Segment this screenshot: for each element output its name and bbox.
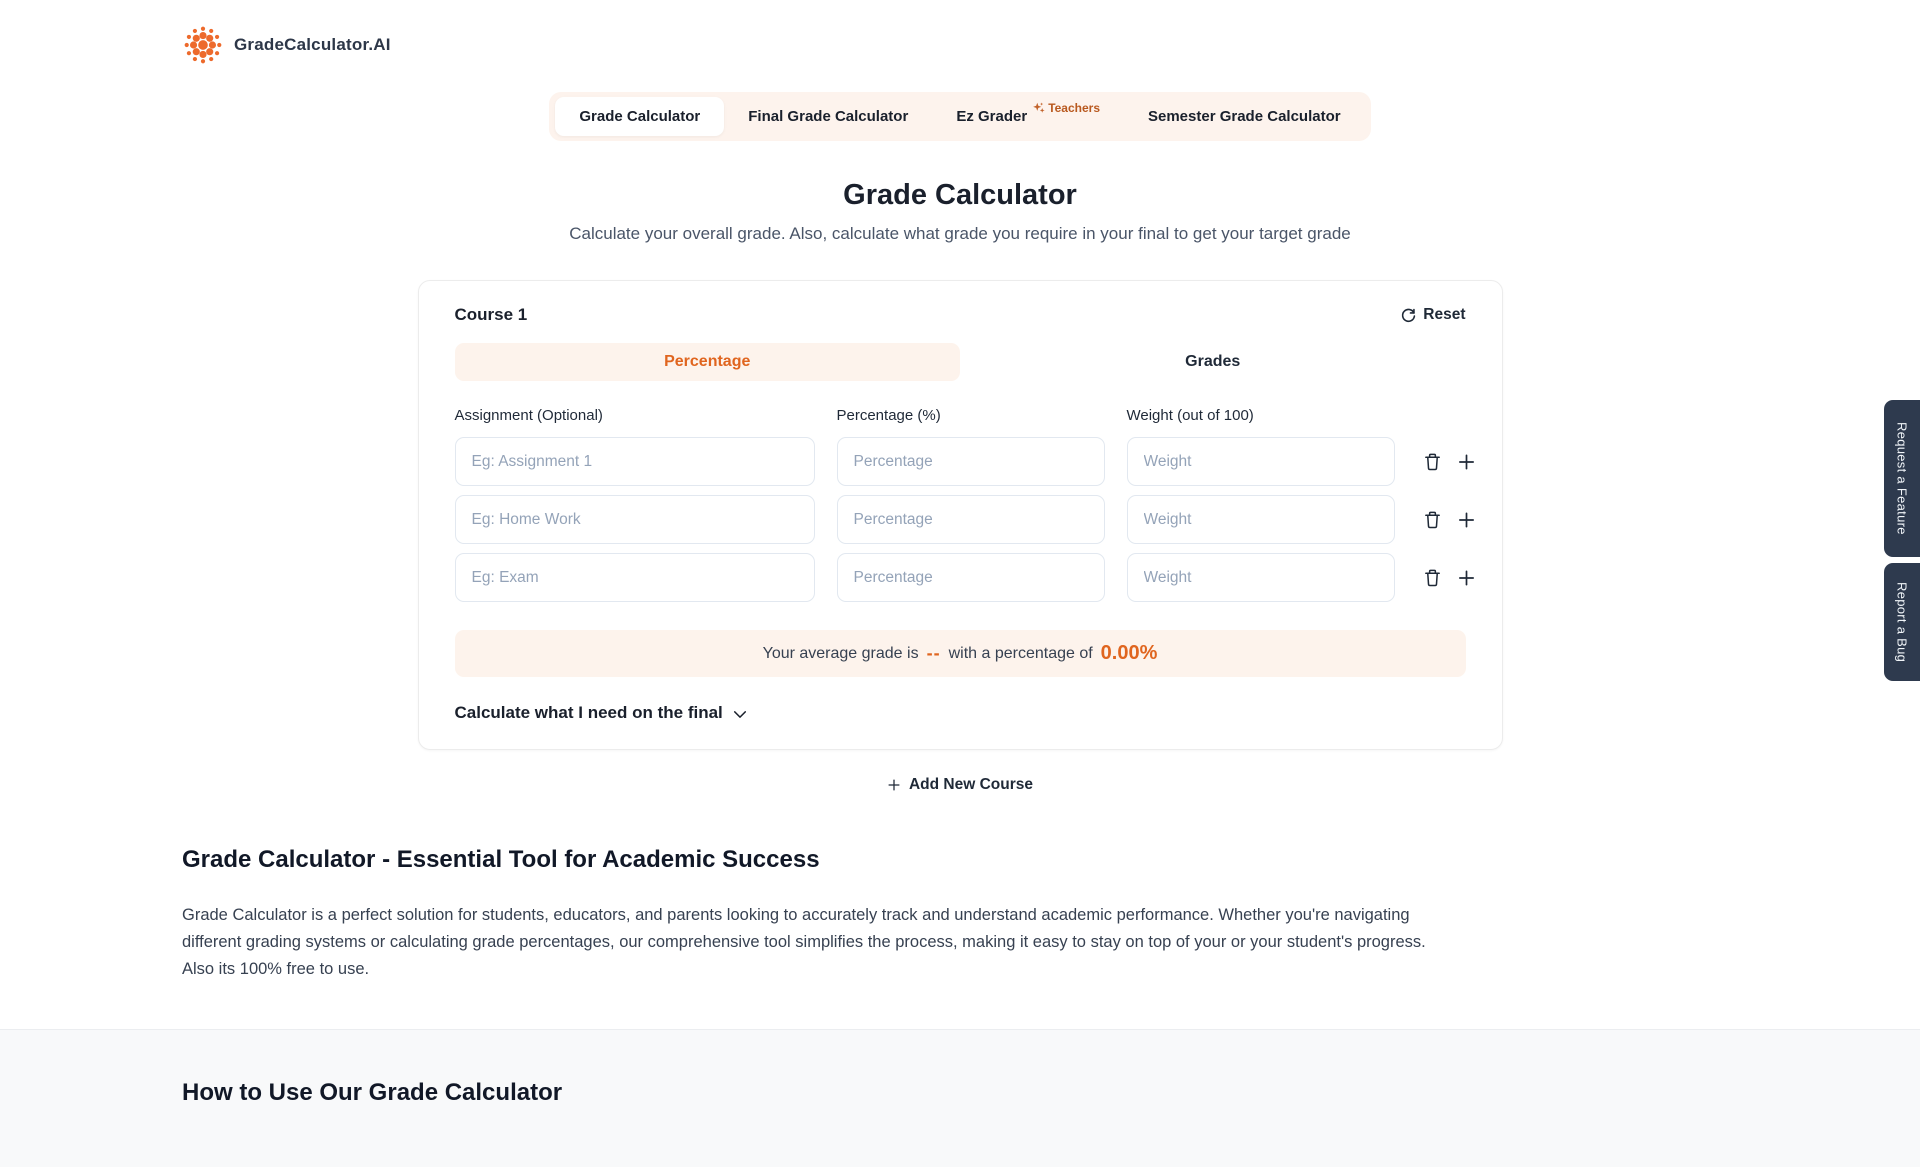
final-grade-expander[interactable] <box>455 703 747 723</box>
howto-heading: How to Use Our Grade Calculator <box>182 1079 563 1106</box>
reset-button[interactable] <box>1401 306 1465 324</box>
column-label-weight: Weight (out of 100) <box>1126 407 1254 424</box>
assignment-weight-input[interactable] <box>1127 553 1395 602</box>
seo-heading: Grade Calculator - Essential Tool for Academic Success <box>182 846 820 873</box>
plus-icon <box>1457 568 1476 588</box>
tab-semester-grade-calculator[interactable] <box>1124 97 1365 136</box>
assignment-percentage-input[interactable] <box>837 437 1105 486</box>
page-title: Grade Calculator <box>843 179 1077 211</box>
logo-icon[interactable] <box>182 24 224 66</box>
assignment-name-input[interactable] <box>455 437 815 486</box>
mode-tab-grades[interactable] <box>960 343 1466 381</box>
add-row-button[interactable] <box>1457 568 1476 588</box>
average-grade-result <box>455 630 1466 677</box>
tab-final-grade-calculator[interactable] <box>724 97 932 136</box>
result-percentage-value: 0.00% <box>1100 642 1158 664</box>
tab-grade-calculator[interactable] <box>555 97 724 136</box>
result-middle-text: with a percentage of <box>948 644 1093 662</box>
howto-section <box>0 1029 1920 1167</box>
mode-tab-label: Percentage <box>664 353 751 370</box>
assignment-row <box>455 437 1466 486</box>
report-bug-button[interactable] <box>1884 563 1920 681</box>
assignment-name-input[interactable] <box>455 495 815 544</box>
add-row-button[interactable] <box>1457 510 1476 530</box>
course-card <box>418 280 1503 750</box>
tab-ez-grader[interactable] <box>932 97 1124 136</box>
chevron-down-icon <box>733 710 747 719</box>
mode-tab-percentage[interactable] <box>455 343 961 381</box>
assignment-weight-input[interactable] <box>1127 495 1395 544</box>
brand-name[interactable]: GradeCalculator.AI <box>234 35 391 54</box>
column-label-percentage: Percentage (%) <box>836 407 941 424</box>
request-feature-button[interactable] <box>1884 400 1920 557</box>
trash-icon <box>1423 568 1442 588</box>
trash-icon <box>1423 510 1442 530</box>
column-label-assignment: Assignment (Optional) <box>454 407 603 424</box>
sparkles-icon <box>1032 101 1046 115</box>
plus-icon <box>887 778 901 792</box>
request-feature-label: Request a Feature <box>1894 422 1910 535</box>
assignment-weight-input[interactable] <box>1127 437 1395 486</box>
plus-icon <box>1457 510 1476 530</box>
assignment-percentage-input[interactable] <box>837 553 1105 602</box>
plus-icon <box>1457 452 1476 472</box>
site-header <box>0 0 1920 66</box>
main-nav <box>549 92 1370 141</box>
refresh-icon <box>1401 308 1416 323</box>
teachers-badge <box>1032 101 1100 115</box>
delete-row-button[interactable] <box>1423 568 1442 588</box>
result-grade-value: -- <box>926 643 941 663</box>
teachers-badge-label: Teachers <box>1048 101 1100 115</box>
seo-paragraph: Grade Calculator is a perfect solution for students, educators, and parents looking to accurately track and understand academic performance. Whether you're navigating different grading systems or calculating grade percentages, our comprehensive tool simplifies the process, making it easy to stay on top of your or your student's progress. Also its 100% free to use. <box>182 906 1426 978</box>
mode-toggle <box>455 343 1466 381</box>
assignment-row <box>455 553 1466 602</box>
assignment-name-input[interactable] <box>455 553 815 602</box>
final-grade-expander-label: Calculate what I need on the final <box>454 703 723 722</box>
add-row-button[interactable] <box>1457 452 1476 472</box>
tab-label: Grade Calculator <box>579 108 701 125</box>
reset-label: Reset <box>1423 306 1466 323</box>
course-title: Course 1 <box>454 305 528 324</box>
tab-label: Final Grade Calculator <box>748 108 909 125</box>
assignment-row <box>455 495 1466 544</box>
result-prefix: Your average grade is <box>762 644 919 662</box>
report-bug-label: Report a Bug <box>1894 581 1910 663</box>
assignment-percentage-input[interactable] <box>837 495 1105 544</box>
tab-label: Ez Grader <box>956 108 1028 125</box>
mode-tab-label: Grades <box>1185 353 1241 370</box>
add-new-course-label: Add New Course <box>908 776 1033 793</box>
page-subtitle: Calculate your overall grade. Also, calculate what grade you require in your final to get your target grade <box>569 224 1351 243</box>
trash-icon <box>1423 452 1442 472</box>
delete-row-button[interactable] <box>1423 452 1442 472</box>
add-new-course-button[interactable] <box>887 776 1033 794</box>
tab-label: Semester Grade Calculator <box>1148 108 1341 125</box>
delete-row-button[interactable] <box>1423 510 1442 530</box>
